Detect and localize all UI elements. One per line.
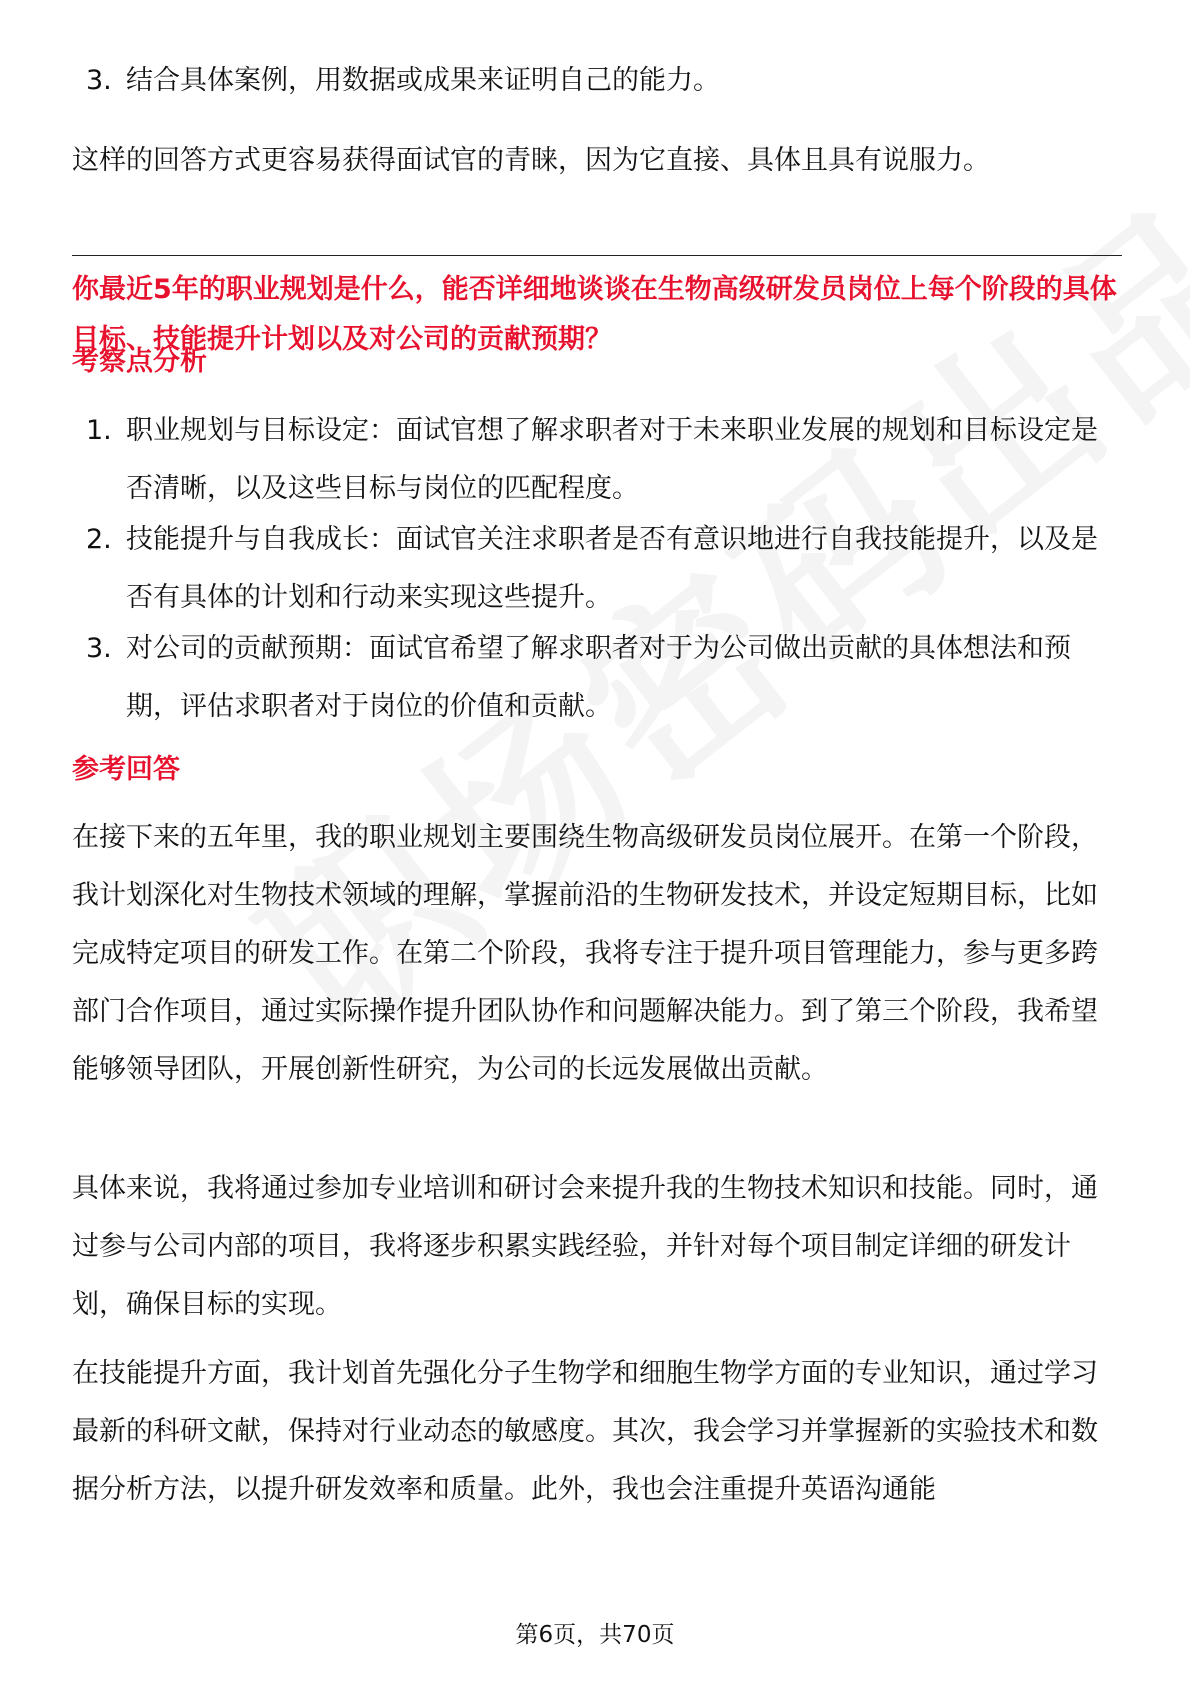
list-number: 3. — [86, 633, 112, 664]
list-item-text: 技能提升与自我成长：面试官关注求职者是否有意识地进行自我技能提升，以及是否有具体的计划和行动来实现这些提升。 — [126, 524, 1098, 613]
list-item — [72, 52, 1122, 110]
list-item — [72, 620, 1122, 736]
answer-heading: 参考回答 — [72, 754, 180, 785]
answer-paragraph: 具体来说，我将通过参加专业培训和研讨会来提升我的生物技术知识和技能。同时，通过参与公司内部的项目，我将逐步积累实践经验，并针对每个项目制定详细的研发计划，确保目标的实现。 — [72, 1173, 1098, 1320]
answer-paragraph: 在技能提升方面，我计划首先强化分子生物学和细胞生物学方面的专业知识，通过学习最新的科研文献，保持对行业动态的敏感度。其次，我会学习并掌握新的实验技术和数据分析方法，以提升研发效率和质量。此外，我也会注重提升英语沟通能 — [72, 1358, 1098, 1505]
intro-paragraph: 这样的回答方式更容易获得面试官的青睐，因为它直接、具体且具有说服力。 — [72, 145, 990, 176]
answer-paragraph: 在接下来的五年里，我的职业规划主要围绕生物高级研发员岗位展开。在第一个阶段，我计划深化对生物技术领域的理解，掌握前沿的生物研发技术，并设定短期目标，比如完成特定项目的研发工作。在第二个阶段，我将专注于提升项目管理能力，参与更多跨部门合作项目，通过实际操作提升团队协作和问题解决能力。到了第三个阶段，我希望能够领导团队，开展创新性研究，为公司的长远发展做出贡献。 — [72, 822, 1098, 1085]
list-item — [72, 402, 1122, 518]
list-item — [72, 511, 1122, 627]
page-number-footer: 第6页，共70页 — [515, 1622, 675, 1648]
section-divider — [72, 255, 1122, 256]
list-item-text: 结合具体案例，用数据或成果来证明自己的能力。 — [126, 65, 720, 96]
question-heading: 你最近5年的职业规划是什么，能否详细地谈谈在生物高级研发员岗位上每个阶段的具体目标、技能提升计划以及对公司的贡献预期？ — [72, 274, 1117, 355]
list-item-text: 职业规划与目标设定：面试官想了解求职者对于未来职业发展的规划和目标设定是否清晰，以及这些目标与岗位的匹配程度。 — [126, 415, 1098, 504]
list-item-text: 对公司的贡献预期：面试官希望了解求职者对于为公司做出贡献的具体想法和预期，评估求职者对于岗位的价值和贡献。 — [126, 633, 1071, 722]
list-number: 2. — [86, 524, 112, 555]
analysis-heading: 考察点分析 — [72, 346, 207, 377]
list-number: 3. — [86, 65, 112, 96]
list-number: 1. — [86, 415, 112, 446]
